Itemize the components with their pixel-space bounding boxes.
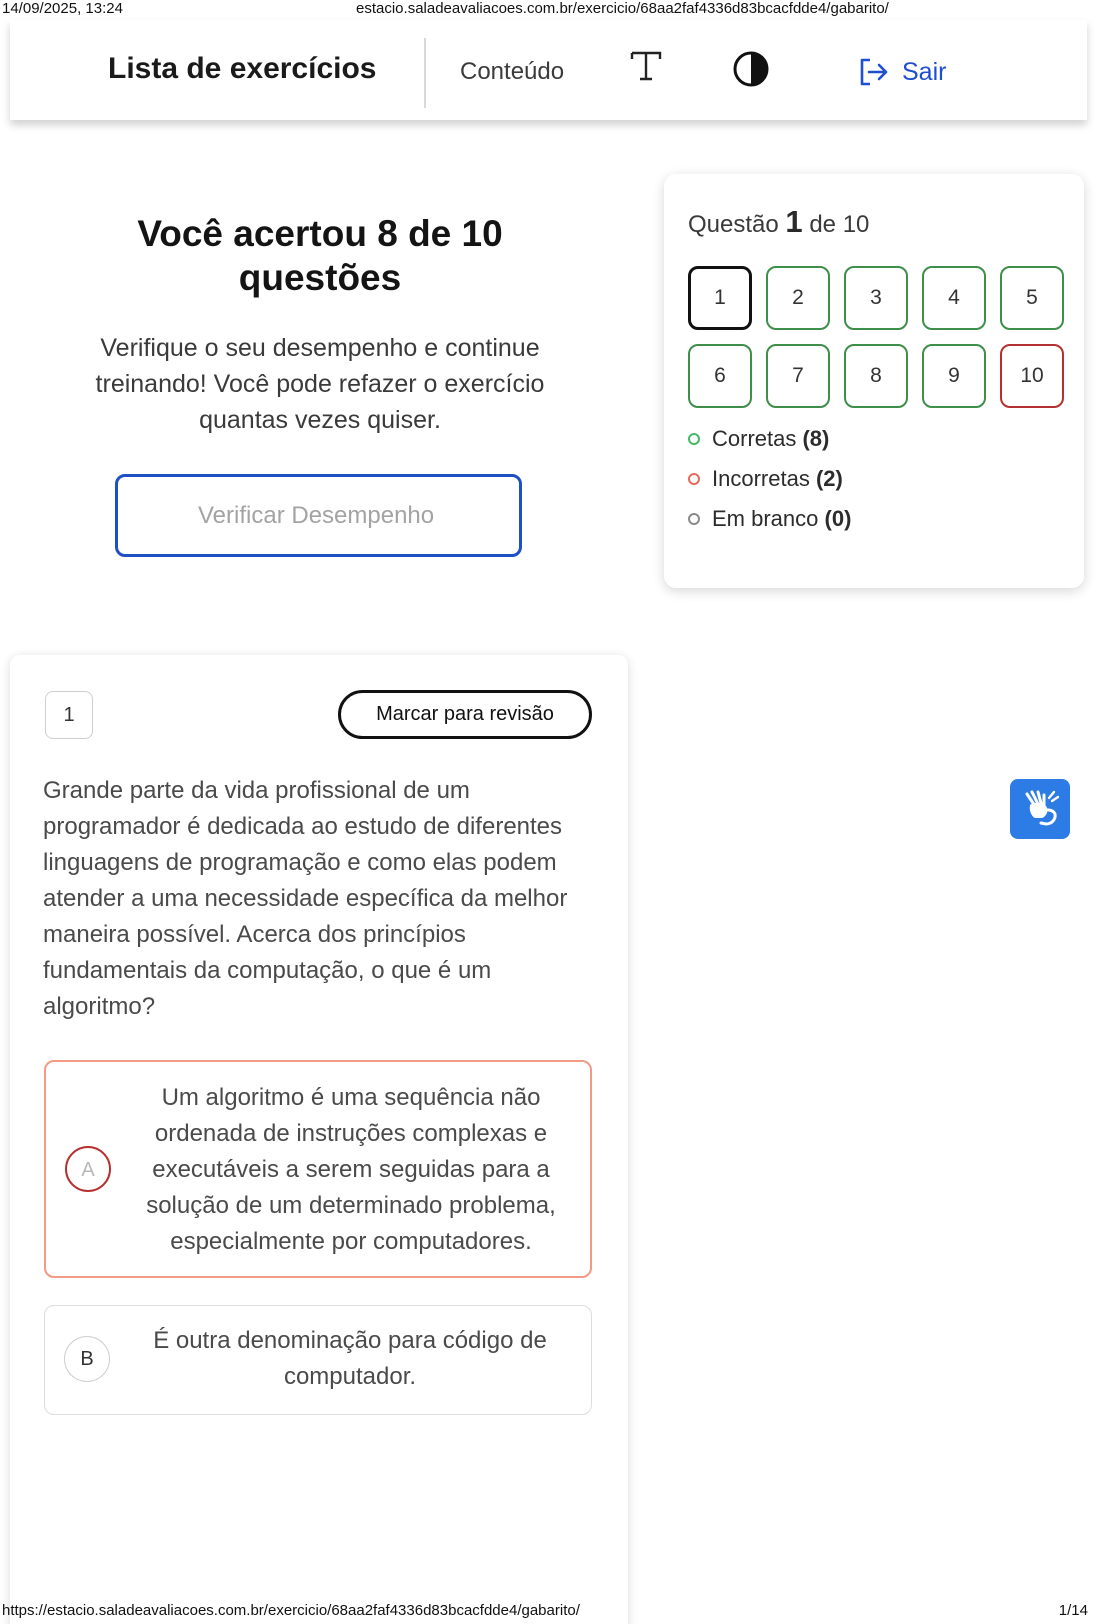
mark-for-review-button[interactable]: Marcar para revisão [338, 690, 592, 739]
legend-incorrect [688, 466, 843, 492]
result-title: Você acertou 8 de 10 questões [137, 213, 503, 298]
legend-blank-count: (0) [824, 506, 852, 531]
print-footer [0, 1602, 1096, 1622]
answer-option-a[interactable] [44, 1060, 592, 1278]
question-button-1[interactable]: 1 [688, 266, 752, 330]
option-letter-a: A [65, 1146, 111, 1192]
question-button-4[interactable]: 4 [922, 266, 986, 330]
question-button-7[interactable]: 7 [766, 344, 830, 408]
question-button-5[interactable]: 5 [1000, 266, 1064, 330]
question-button-8[interactable]: 8 [844, 344, 908, 408]
logout-label: Sair [902, 57, 947, 86]
option-text-a: Um algoritmo é uma sequência não ordenada de instruções complexas e executáveis a serem seguidas para a solução de um determinado problema, especialmente por computadores. [146, 1084, 556, 1255]
question-button-2[interactable]: 2 [766, 266, 830, 330]
result-subtitle: Verifique o seu desempenho e continue treinando! Você pode refazer o exercício quantas vezes quiser. [95, 334, 545, 434]
sign-language-icon [1019, 788, 1061, 830]
question-button-9[interactable]: 9 [922, 344, 986, 408]
logout-icon [856, 55, 890, 89]
verify-performance-button[interactable]: Verificar Desempenho [115, 474, 522, 557]
question-counter-prefix: Questão [688, 211, 779, 238]
correct-dot-icon [688, 433, 700, 445]
question-button-10[interactable]: 10 [1000, 344, 1064, 408]
print-url: estacio.saladeavaliacoes.com.br/exercicio/68aa2faf4336d83bcacfdde4/gabarito/ [356, 0, 889, 17]
print-datetime: 14/09/2025, 13:24 [2, 0, 123, 17]
legend-correct-count: (8) [802, 426, 830, 451]
answer-option-b[interactable] [44, 1305, 592, 1415]
contrast-icon[interactable] [732, 50, 770, 88]
legend-incorrect-label: Incorretas [712, 466, 810, 491]
nav-conteudo-link[interactable]: Conteúdo [460, 58, 565, 85]
logout-button[interactable] [856, 52, 946, 92]
page-title: Lista de exercícios [108, 52, 377, 85]
question-counter-suffix: de 10 [809, 211, 870, 238]
question-counter-current: 1 [785, 204, 803, 239]
question-button-6[interactable]: 6 [688, 344, 752, 408]
legend-correct-label: Corretas [712, 426, 797, 451]
legend-incorrect-count: (2) [815, 466, 843, 491]
top-navbar [10, 20, 1087, 120]
option-text-b: É outra denominação para código de computador. [153, 1327, 547, 1390]
legend-blank-label: Em branco [712, 506, 819, 531]
question-counter [688, 204, 869, 240]
print-footer-url: https://estacio.saladeavaliacoes.com.br/exercicio/68aa2faf4336d83bcacfdde4/gabarito/ [2, 1602, 580, 1619]
question-number-badge: 1 [45, 691, 93, 739]
legend-blank [688, 506, 851, 532]
option-letter-b: B [64, 1336, 110, 1382]
font-size-icon[interactable] [628, 48, 664, 84]
question-text: Grande parte da vida profissional de um programador é dedicada ao estudo de diferentes linguagens de programação e como elas podem atender a uma necessidade específica da melhor maneira possível. Acerca dos princípios fundamentais da computação, o que é um algoritmo? [43, 777, 568, 1020]
print-page-number: 1/14 [1058, 1602, 1088, 1619]
sign-language-button[interactable] [1010, 779, 1070, 839]
legend-correct [688, 426, 829, 452]
blank-dot-icon [688, 513, 700, 525]
question-card [10, 655, 628, 1624]
question-navigator-panel [664, 174, 1084, 588]
print-header [0, 0, 1096, 18]
incorrect-dot-icon [688, 473, 700, 485]
question-button-3[interactable]: 3 [844, 266, 908, 330]
nav-divider [424, 38, 426, 108]
